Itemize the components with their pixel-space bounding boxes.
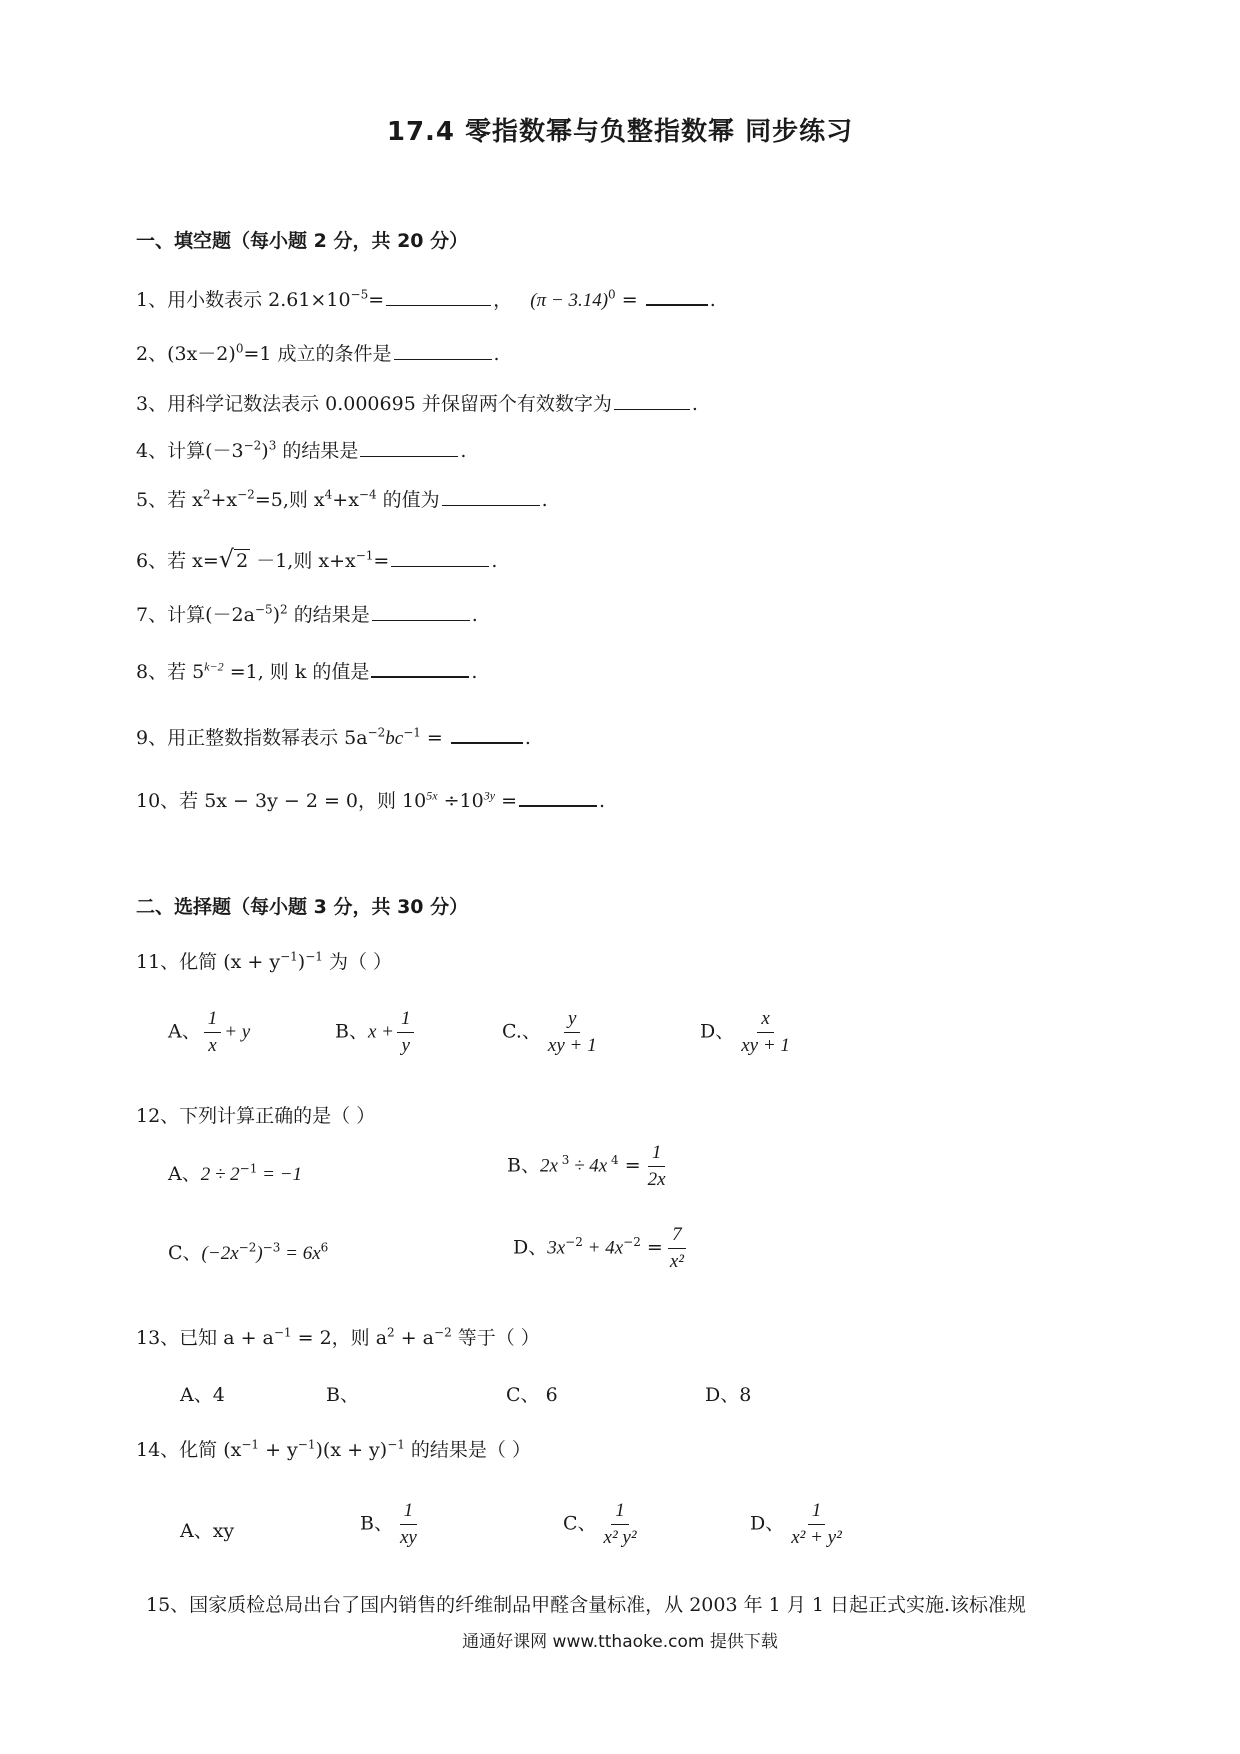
question-8: 8、若 $5^{k-2} =1$, 则 k 的值是 . bbox=[136, 659, 478, 683]
question-9: 9、用正整数指数幂表示 $5a^{-2}bc^{-1}$ = . bbox=[136, 725, 531, 749]
answer-blank bbox=[614, 408, 690, 410]
answer-blank bbox=[646, 303, 708, 306]
q14-option-a: A、xy bbox=[180, 1520, 235, 1542]
answer-blank bbox=[360, 455, 458, 457]
answer-blank bbox=[386, 304, 491, 306]
q12-option-d: D、$3x^{-2} + 4x^{-2}$ = $\frac{7}{\text{x²}}$ bbox=[513, 1224, 684, 1272]
section-fill-in-heading: 一、填空题（每小题 2 分，共 20 分） bbox=[136, 230, 469, 252]
question-14: 14、化简 $(x^{-1} + y^{-1})(x + y)^{-1}$ 的结果是（ ） bbox=[136, 1437, 531, 1461]
page-title: 17.4 零指数幂与负整指数幂 同步练习 bbox=[386, 117, 854, 147]
question-10: 10、若 5x − 3y − 2 = 0，则 $10^{5x} \div 10^{3y}$ = . bbox=[136, 788, 606, 812]
question-11: 11、化简 $(x + y^{-1})^{-1}$ 为（ ） bbox=[136, 949, 392, 973]
question-3: 3、用科学记数法表示 0.000695 并保留两个有效数字为 . bbox=[136, 393, 698, 415]
question-15: 15、国家质检总局出台了国内销售的纤维制品甲醛含量标准，从 2003 年 1 月 1 日起正式实施.该标准规 bbox=[146, 1594, 1026, 1616]
question-6: 6、若 x=√ 2 －1,则 $x+x^{-1}=$ . bbox=[136, 545, 498, 573]
q13-option-d: D、8 bbox=[705, 1384, 752, 1406]
answer-blank bbox=[519, 804, 597, 807]
question-12: 12、下列计算正确的是（ ） bbox=[136, 1105, 376, 1127]
q14-option-b: B、 $\frac{1}{xy}$ bbox=[360, 1500, 417, 1548]
answer-blank bbox=[372, 619, 470, 621]
q13-option-b: B、 bbox=[326, 1384, 359, 1406]
answer-blank bbox=[391, 565, 489, 567]
page-footer: 通通好课网 www.tthaoke.com 提供下载 bbox=[462, 1632, 778, 1652]
answer-blank bbox=[442, 504, 540, 506]
square-root: √ 2 bbox=[218, 545, 249, 573]
section-choice-heading: 二、选择题（每小题 3 分，共 30 分） bbox=[136, 896, 469, 918]
question-4: 4、计算$(-3^{-2})^3$ 的结果是 . bbox=[136, 438, 467, 462]
answer-blank bbox=[451, 741, 523, 744]
q11-option-a: A、 $\frac{1}{x}$ + y bbox=[168, 1008, 251, 1056]
q13-option-a: A、4 bbox=[180, 1384, 225, 1406]
q11-option-b: B、x + $\frac{1}{y}$ bbox=[335, 1008, 417, 1057]
q12-option-c: C、$(-2x^{-2})^{-3} = 6x^6$ bbox=[168, 1240, 329, 1264]
q12-option-a: A、$2 \div 2^{-1} = -1$ bbox=[168, 1161, 303, 1185]
q14-option-c: C、 $\frac{1}{\text{x² y²}}$ bbox=[563, 1500, 637, 1548]
q13-option-c: C、 6 bbox=[506, 1384, 558, 1406]
q11-option-d: D、 $\frac{x}{xy + 1}$ bbox=[700, 1008, 790, 1056]
q14-option-d: D、 $\frac{1}{\text{x² + y²}}$ bbox=[750, 1500, 842, 1548]
question-7: 7、计算$(-2a^{-5})^2$ 的结果是 . bbox=[136, 602, 478, 626]
q12-option-b: B、2x $^3$ ÷ 4x $^4$ = $\frac{1}{2x}$ bbox=[507, 1142, 666, 1190]
question-1: 1、用小数表示 $2.61\times 10^{-5}=$ ， $(\pi - 3.14)^0$ = . bbox=[136, 287, 716, 311]
question-2: 2、$(3x-2)^0=1$ 成立的条件是 . bbox=[136, 341, 500, 365]
answer-blank bbox=[371, 675, 469, 678]
question-13: 13、已知 $a + a^{-1} = 2$，则 $a^2 + a^{-2}$ 等于（ ） bbox=[136, 1325, 540, 1349]
question-5: 5、若 $x^2+x^{-2}=5$,则 $x^4+x^{-4}$ 的值为 . bbox=[136, 487, 548, 511]
q11-option-c: C.、 $\frac{y}{xy + 1}$ bbox=[502, 1008, 597, 1056]
answer-blank bbox=[394, 358, 492, 360]
